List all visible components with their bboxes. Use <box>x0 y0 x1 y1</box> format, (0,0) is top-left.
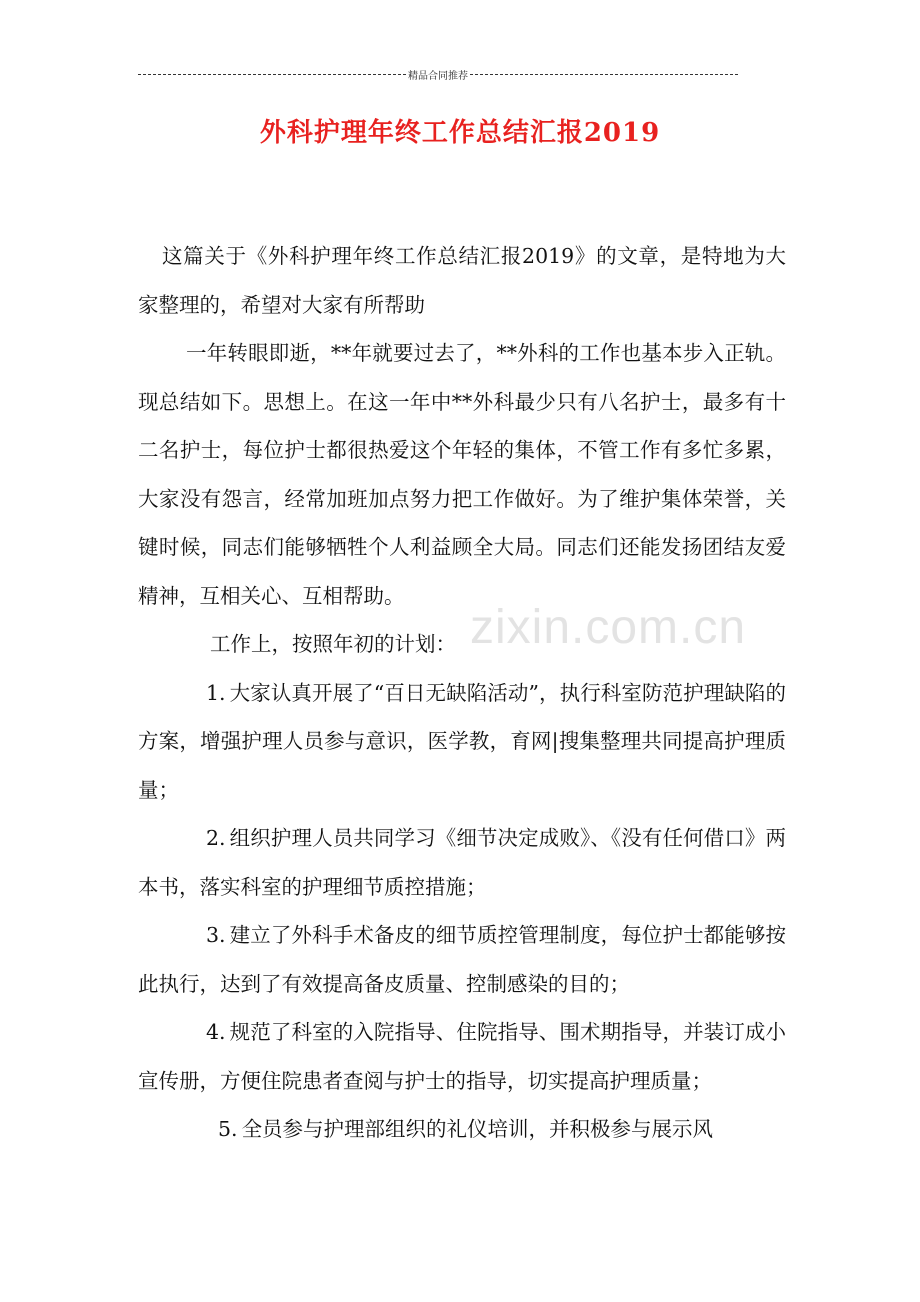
list-item-number: 3. <box>206 923 226 947</box>
watermark: zixin.com.cn <box>470 601 747 654</box>
list-item-1 <box>138 669 786 815</box>
header-divider-right <box>470 74 738 75</box>
work-intro-paragraph: 工作上，按照年初的计划： <box>210 632 456 656</box>
document-body <box>138 232 786 1154</box>
list-item-text: 建立了外科手术备皮的细节质控管理制度，每位护士都能够按此执行，达到了有效提高备皮质量、控制感染的目的； <box>138 923 786 996</box>
header-label: 精品合同推荐 <box>408 70 468 82</box>
summary-paragraph: 一年转眼即逝，**年就要过去了，**外科的工作也基本步入正轨。现总结如下。思想上。在这一年中**外科最少只有八名护士，最多有十二名护士，每位护士都很热爱这个年轻的集体，不管工作有多忙多累，大家没有怨言，经常加班加点努力把工作做好。为了维护集体荣誉，关键时候，同志们能够牺牲个人利益顾全大局。同志们还能发扬团结友爱精神，互相关心、互相帮助。 <box>138 341 786 608</box>
list-item-2 <box>138 814 786 911</box>
list-item-3 <box>138 911 786 1008</box>
header-divider-left <box>138 74 406 75</box>
page-header <box>138 66 738 82</box>
list-item-text: 全员参与护理部组织的礼仪培训，并积极参与展示风 <box>241 1117 714 1141</box>
list-item-number: 4. <box>206 1020 226 1044</box>
list-item-5 <box>138 1105 786 1154</box>
list-item-text: 大家认真开展了“百日无缺陷活动”，执行科室防范护理缺陷的方案，增强护理人员参与意识，医学教，育网|搜集整理共同提高护理质量； <box>138 680 786 802</box>
list-item-number: 1. <box>206 680 226 705</box>
list-item-text: 组织护理人员共同学习《细节决定成败》、《没有任何借口》两本书，落实科室的护理细节质控措施； <box>138 826 786 899</box>
list-item-number: 5. <box>218 1117 238 1141</box>
document-title: 外科护理年终工作总结汇报2019 <box>259 118 661 148</box>
intro-paragraph: 这篇关于《外科护理年终工作总结汇报2019》的文章，是特地为大家整理的，希望对大家有所帮助 <box>138 244 786 317</box>
list-item-number: 2. <box>206 826 226 850</box>
list-item-4 <box>138 1008 786 1105</box>
list-item-text: 规范了科室的入院指导、住院指导、围术期指导，并装订成小宣传册，方便住院患者查阅与护士的指导，切实提高护理质量； <box>138 1020 786 1093</box>
